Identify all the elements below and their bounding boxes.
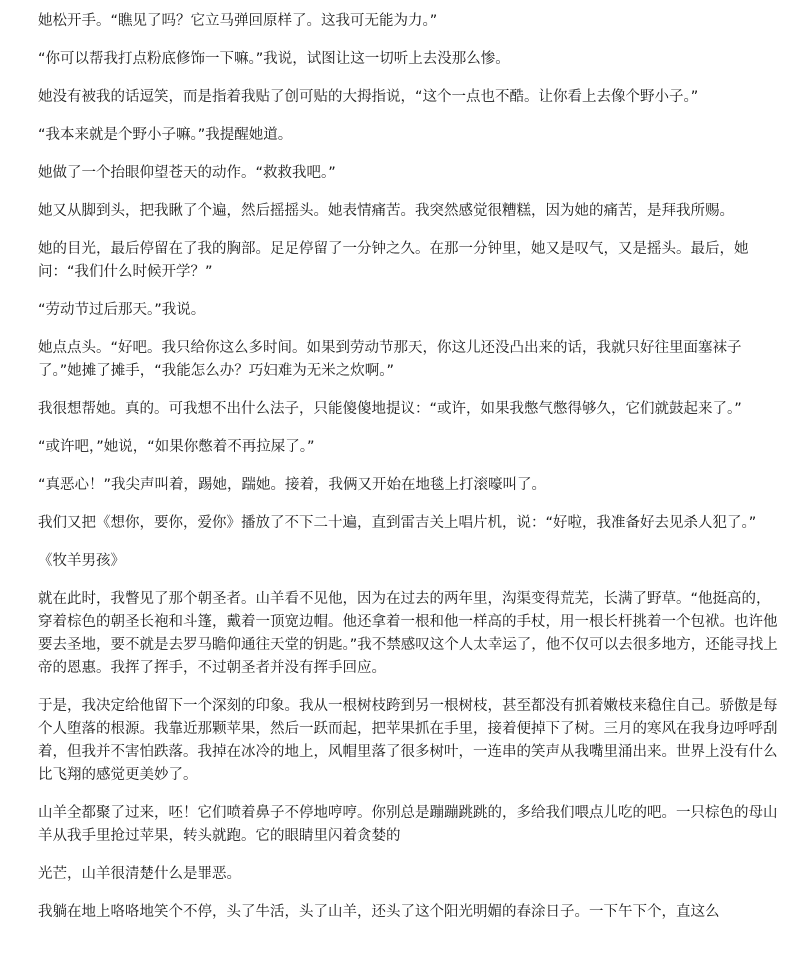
- paragraph: “我本来就是个野小子嘛。”我提醒她道。: [38, 127, 293, 143]
- paragraph: “或许吧，”她说，“如果你憋着不再拉屎了。”: [38, 439, 315, 455]
- paragraph: 她点点头。“好吧。我只给你这么多时间。如果到劳动节那天，你这儿还没凸出来的话，我就只好往里面塞袜子了。”她摊了摊手，“我能怎么办？巧妇难为无米之炊啊。”: [38, 340, 742, 379]
- paragraph: 她又从脚到头，把我瞅了个遍，然后摇摇头。她表情痛苦。我突然感觉很糟糕，因为她的痛苦，是拜我所赐。: [38, 203, 734, 219]
- paragraph: 就在此时，我瞥见了那个朝圣者。山羊看不见他，因为在过去的两年里，沟渠变得荒芜，长满了野草。“他挺高的，穿着棕色的朝圣长袍和斗篷，戴着一顶宽边帽。他还拿着一根和他一样高的手杖，用一根长杆挑着一个包袱。也许他要去圣地，要不就是去罗马瞻仰通往天堂的钥匙。”我不禁感叹这个人太幸运了，他不仅可以去很多地方，还能寻找上帝的恩惠。我挥了挥手，不过朝圣者并没有挥手回应。: [38, 591, 778, 676]
- paragraph: 我很想帮她。真的。可我想不出什么法子，只能傻傻地提议：“或许，如果我憋气憋得够久，它们就鼓起来了。”: [38, 401, 742, 417]
- paragraph: 她松开手。“瞧见了吗？它立马弹回原样了。这我可无能为力。”: [38, 13, 438, 29]
- paragraph: 于是，我决定给他留下一个深刻的印象。我从一根树枝跨到另一根树枝，甚至都没有抓着嫩枝来稳住自己。骄傲是每个人堕落的根源。我靠近那颗苹果，然后一跃而起，把苹果抓在手里，接着便掉下了树。三月的寒风在我身边呼呼刮着，但我并不害怕跌落。我掉在冰冷的地上，风帽里落了很多树叶，一连串的笑声从我嘴里涌出来。世界上没有什么比飞翔的感觉更美妙了。: [38, 698, 778, 783]
- paragraph: 她没有被我的话逗笑，而是指着我贴了创可贴的大拇指说，“这个一点也不酷。让你看上去像个野小子。”: [38, 89, 699, 105]
- paragraph: 光芒，山羊很清楚什么是罪恶。: [38, 866, 241, 882]
- paragraph: 我们又把《想你，要你，爱你》播放了不下二十遍，直到雷吉关上唱片机，说：“好啦，我准备好去见杀人犯了。”: [38, 515, 757, 531]
- paragraph: 她的目光，最后停留在了我的胸部。足足停留了一分钟之久。在那一分钟里，她又是叹气，又是摇头。最后，她问：“我们什么时候开学？”: [38, 241, 749, 280]
- paragraph: 我躺在地上咯咯地笑个不停，头了牛活，头了山羊，还头了这个阳光明媚的春涂日子。一下午下个，直这么: [38, 904, 720, 920]
- paragraph: 她做了一个抬眼仰望苍天的动作。“救救我吧。”: [38, 165, 336, 181]
- paragraph: “你可以帮我打点粉底修饰一下嘛。”我说，试图让这一切听上去没那么惨。: [38, 51, 510, 67]
- paragraph: 山羊全都聚了过来，呸！它们喷着鼻子不停地哼哼。你别总是蹦蹦跳跳的，多给我们喂点儿吃的吧。一只棕色的母山羊从我手里抢过苹果，转头就跑。它的眼睛里闪着贪婪的: [38, 805, 778, 844]
- paragraph: “真恶心！”我尖声叫着，踢她，踹她。接着，我俩又开始在地毯上打滚嚎叫了。: [38, 477, 547, 493]
- document-page: [38, 10, 780, 939]
- paragraph: “劳动节过后那天。”我说。: [38, 302, 206, 318]
- section-title: 《牧羊男孩》: [38, 553, 125, 569]
